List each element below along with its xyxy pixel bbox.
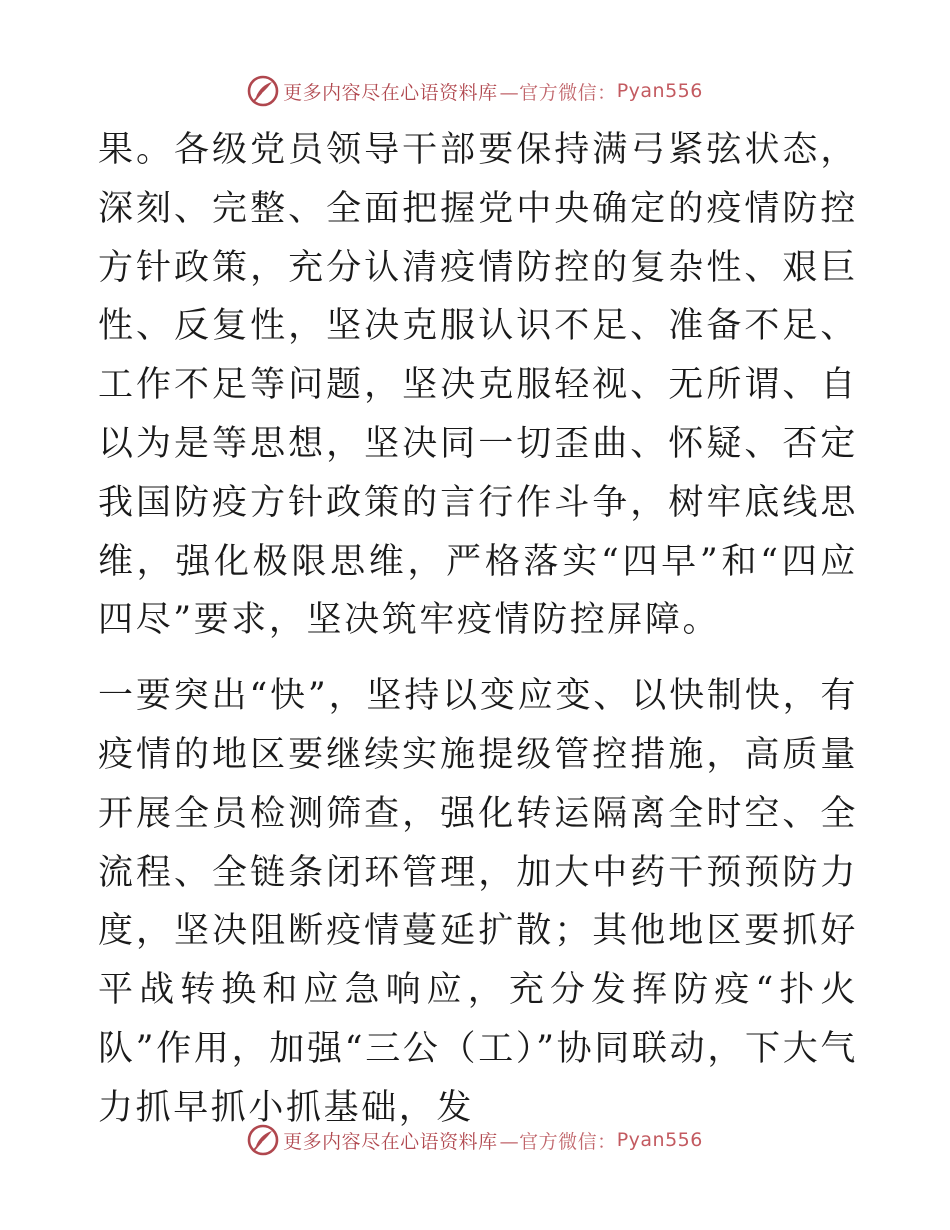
watermark-wechat-id: Pyan556 — [616, 1129, 703, 1151]
paragraph: 一要突出“快”，坚持以变应变、以快制快，有疫情的地区要继续实施提级管控措施，高质量开展全员检测筛查，强化转运隔离全时空、全流程、全链条闭环管理，加大中药干预预防力度，坚决阻断疫情蔓延扩散；其他地区要抓好平战转换和应急响应，充分发挥防疫“扑火队”作用，加强“三公（工）”协同联动，下大气力抓早抓小抓基础，发 — [98, 676, 858, 1128]
watermark-wechat-id: Pyan556 — [616, 80, 703, 102]
paragraph: 果。各级党员领导干部要保持满弓紧弦状态，深刻、完整、全面把握党中央确定的疫情防控方针政策，充分认清疫情防控的复杂性、艰巨性、反复性，坚决克服认识不足、准备不足、工作不足等问题，坚决克服轻视、无所谓、自以为是等思想，坚决同一切歪曲、怀疑、否定我国防疫方针政策的言行作斗争，树牢底线思维，强化极限思维，严格落实“四早”和“四应四尽”要求，坚决筑牢疫情防控屏障。 — [98, 130, 858, 641]
quill-logo-icon — [247, 1124, 279, 1156]
watermark-text: 更多内容尽在心语资料库 — [283, 1130, 498, 1153]
watermark-separator: —官方微信： — [499, 81, 617, 104]
watermark-text: 更多内容尽在心语资料库 — [283, 81, 498, 104]
document-body — [98, 121, 858, 1138]
header-watermark — [0, 71, 950, 111]
quill-logo-icon — [247, 75, 279, 107]
footer-watermark — [0, 1120, 950, 1160]
watermark-separator: —官方微信： — [499, 1130, 617, 1153]
